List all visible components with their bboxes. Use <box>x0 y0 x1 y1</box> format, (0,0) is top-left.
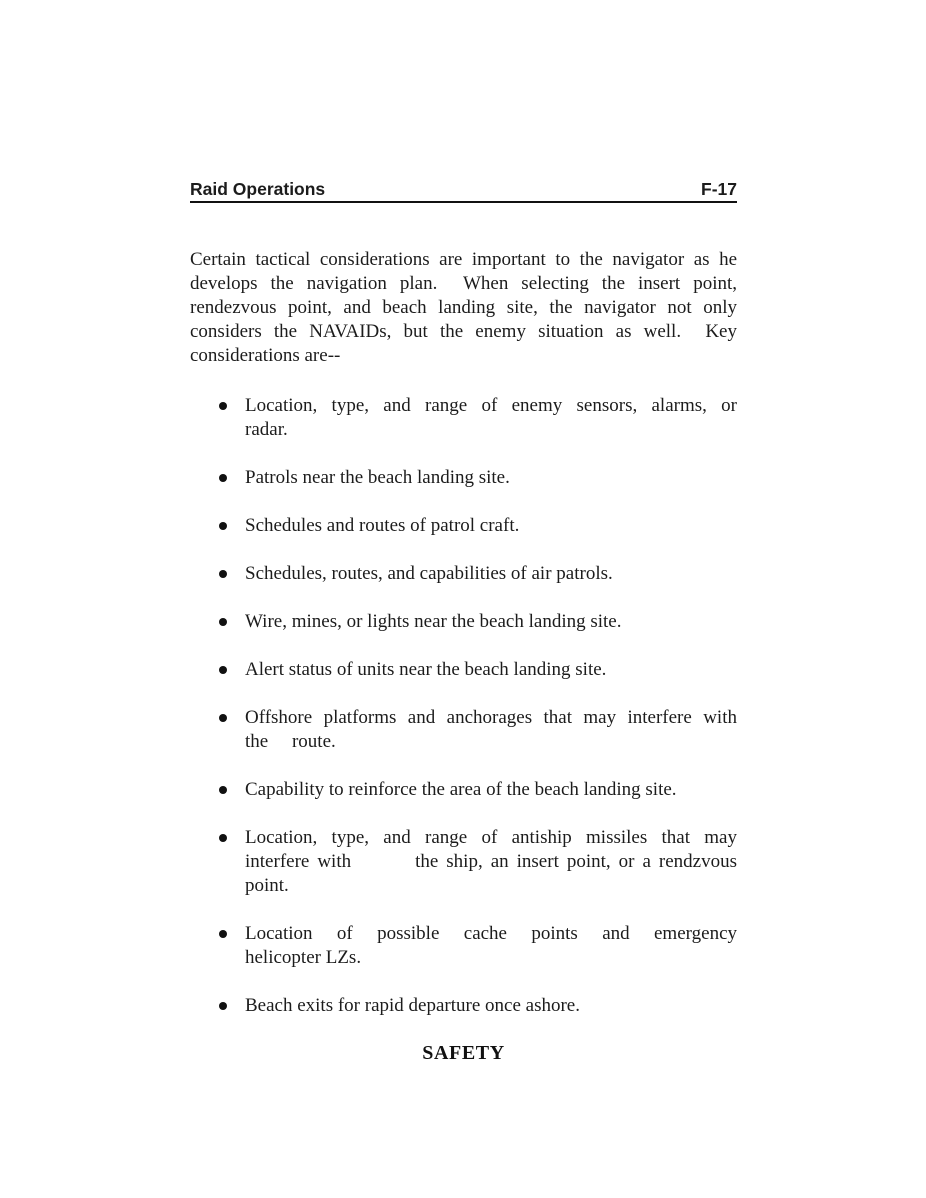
bullet-icon <box>219 474 227 482</box>
page-content <box>190 0 737 1065</box>
bullet-line: Beach exits for rapid departure once ashore. <box>245 995 580 1016</box>
bullet-line: Alert status of units near the beach landing site. <box>245 659 607 680</box>
bullet-item <box>190 466 737 490</box>
bullet-icon <box>219 570 227 578</box>
bullet-line: Schedules, routes, and capabilities of air patrols. <box>245 563 613 584</box>
bullet-line: point. <box>245 875 289 896</box>
bullet-line: Offshore platforms and anchorages that may interfere with <box>245 707 737 728</box>
bullet-item <box>190 394 737 442</box>
bullet-icon <box>219 666 227 674</box>
bullet-line: Location of possible cache points and emergency <box>245 923 737 944</box>
bullet-line: Capability to reinforce the area of the beach landing site. <box>245 779 677 800</box>
bullet-line: radar. <box>245 419 288 440</box>
bullet-item <box>190 826 737 898</box>
bullet-icon <box>219 1002 227 1010</box>
bullet-icon <box>219 786 227 794</box>
bullet-item <box>190 514 737 538</box>
bullet-item <box>190 658 737 682</box>
bullet-item <box>190 994 737 1018</box>
bullet-icon <box>219 714 227 722</box>
header-title: Raid Operations <box>190 179 326 199</box>
bullet-list <box>190 394 737 1018</box>
bullet-line: Patrols near the beach landing site. <box>245 467 510 488</box>
bullet-line: Location, type, and range of antiship missiles that may <box>245 827 737 848</box>
header-page-number: F-17 <box>701 179 737 199</box>
paragraph-line: considerations are-- <box>190 345 341 366</box>
bullet-icon <box>219 522 227 530</box>
bullet-line: interfere with the ship, an insert point, or a rendzvous <box>245 851 737 872</box>
bullet-icon <box>219 618 227 626</box>
bullet-line: Schedules and routes of patrol craft. <box>245 515 520 536</box>
bullet-line: Location, type, and range of enemy sensors, alarms, or <box>245 395 737 416</box>
bullet-line: helicopter LZs. <box>245 947 362 968</box>
bullet-item <box>190 778 737 802</box>
bullet-item <box>190 562 737 586</box>
bullet-icon <box>219 402 227 410</box>
paragraph-line: considers the NAVAIDs, but the enemy situation as well. Key <box>190 321 737 342</box>
safety-heading: SAFETY <box>422 1042 505 1064</box>
bullet-item <box>190 922 737 970</box>
page-header <box>190 179 737 203</box>
bullet-line: the route. <box>245 731 336 752</box>
bullet-item <box>190 610 737 634</box>
bullet-item <box>190 706 737 754</box>
paragraph-line: rendezvous point, and beach landing site, the navigator not only <box>190 297 737 318</box>
paragraph-line: Certain tactical considerations are important to the navigator as he <box>190 249 737 270</box>
bullet-icon <box>219 834 227 842</box>
bullet-line: Wire, mines, or lights near the beach landing site. <box>245 611 622 632</box>
intro-paragraph <box>190 248 737 368</box>
bullet-icon <box>219 930 227 938</box>
paragraph-line: develops the navigation plan. When selecting the insert point, <box>190 273 737 294</box>
